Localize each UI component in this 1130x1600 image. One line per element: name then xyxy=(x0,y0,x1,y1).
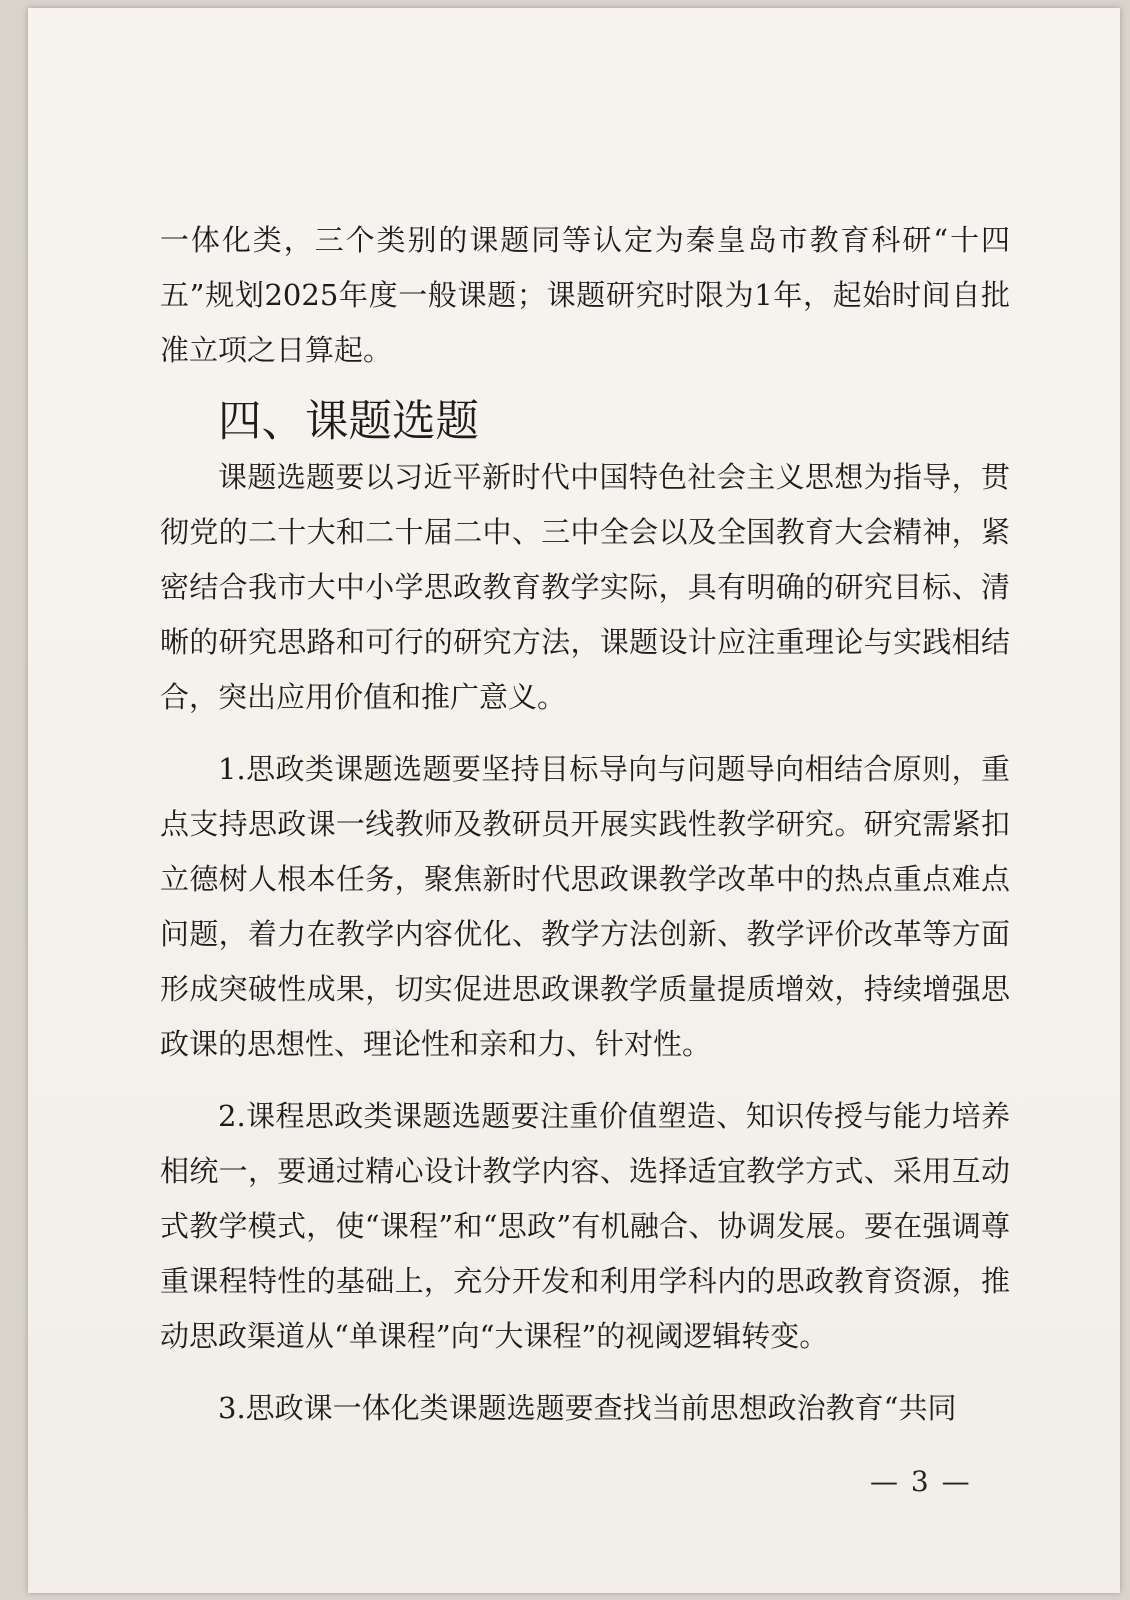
paragraph-item-2: 2.课程思政类课题选题要注重价值塑造、知识传授与能力培养相统一，要通过精心设计教学内容、选择适宜教学方式、采用互动式教学模式，使“课程”和“思政”有机融合、协调发展。要在强调尊重课程特性的基础上，充分开发和利用学科内的思政教育资源，推动思政渠道从“单课程”向“大课程”的视阈逻辑转变。 xyxy=(160,1099,1010,1353)
paragraph-topic-guidance: 课题选题要以习近平新时代中国特色社会主义思想为指导，贯彻党的二十大和二十届二中、三中全会以及全国教育大会精神，紧密结合我市大中小学思政教育教学实际，具有明确的研究目标、清晰的研究思路和可行的研究方法，课题设计应注重理论与实践相结合，突出应用价值和推广意义。 xyxy=(160,460,1010,714)
document-body xyxy=(160,213,1010,1453)
page-number: — 3 — xyxy=(870,1465,972,1498)
section-heading-topic-selection: 四、课题选题 xyxy=(218,397,479,447)
paragraph-item-1: 1.思政类课题选题要坚持目标导向与问题导向相结合原则，重点支持思政课一线教师及教研员开展实践性教学研究。研究需紧扣立德树人根本任务，聚焦新时代思政课教学改革中的热点重点难点问题，着力在教学内容优化、教学方法创新、教学评价改革等方面形成突破性成果，切实促进思政课教学质量提质增效，持续增强思政课的思想性、理论性和亲和力、针对性。 xyxy=(160,752,1010,1061)
paragraph-item-3: 3.思政课一体化类课题选题要查找当前思想政治教育“共同 xyxy=(218,1391,957,1425)
paragraph-continued: 一体化类，三个类别的课题同等认定为秦皇岛市教育科研“十四五”规划2025年度一般课题；课题研究时限为1年，起始时间自批准立项之日算起。 xyxy=(160,223,1010,367)
document-page xyxy=(28,8,1120,1593)
